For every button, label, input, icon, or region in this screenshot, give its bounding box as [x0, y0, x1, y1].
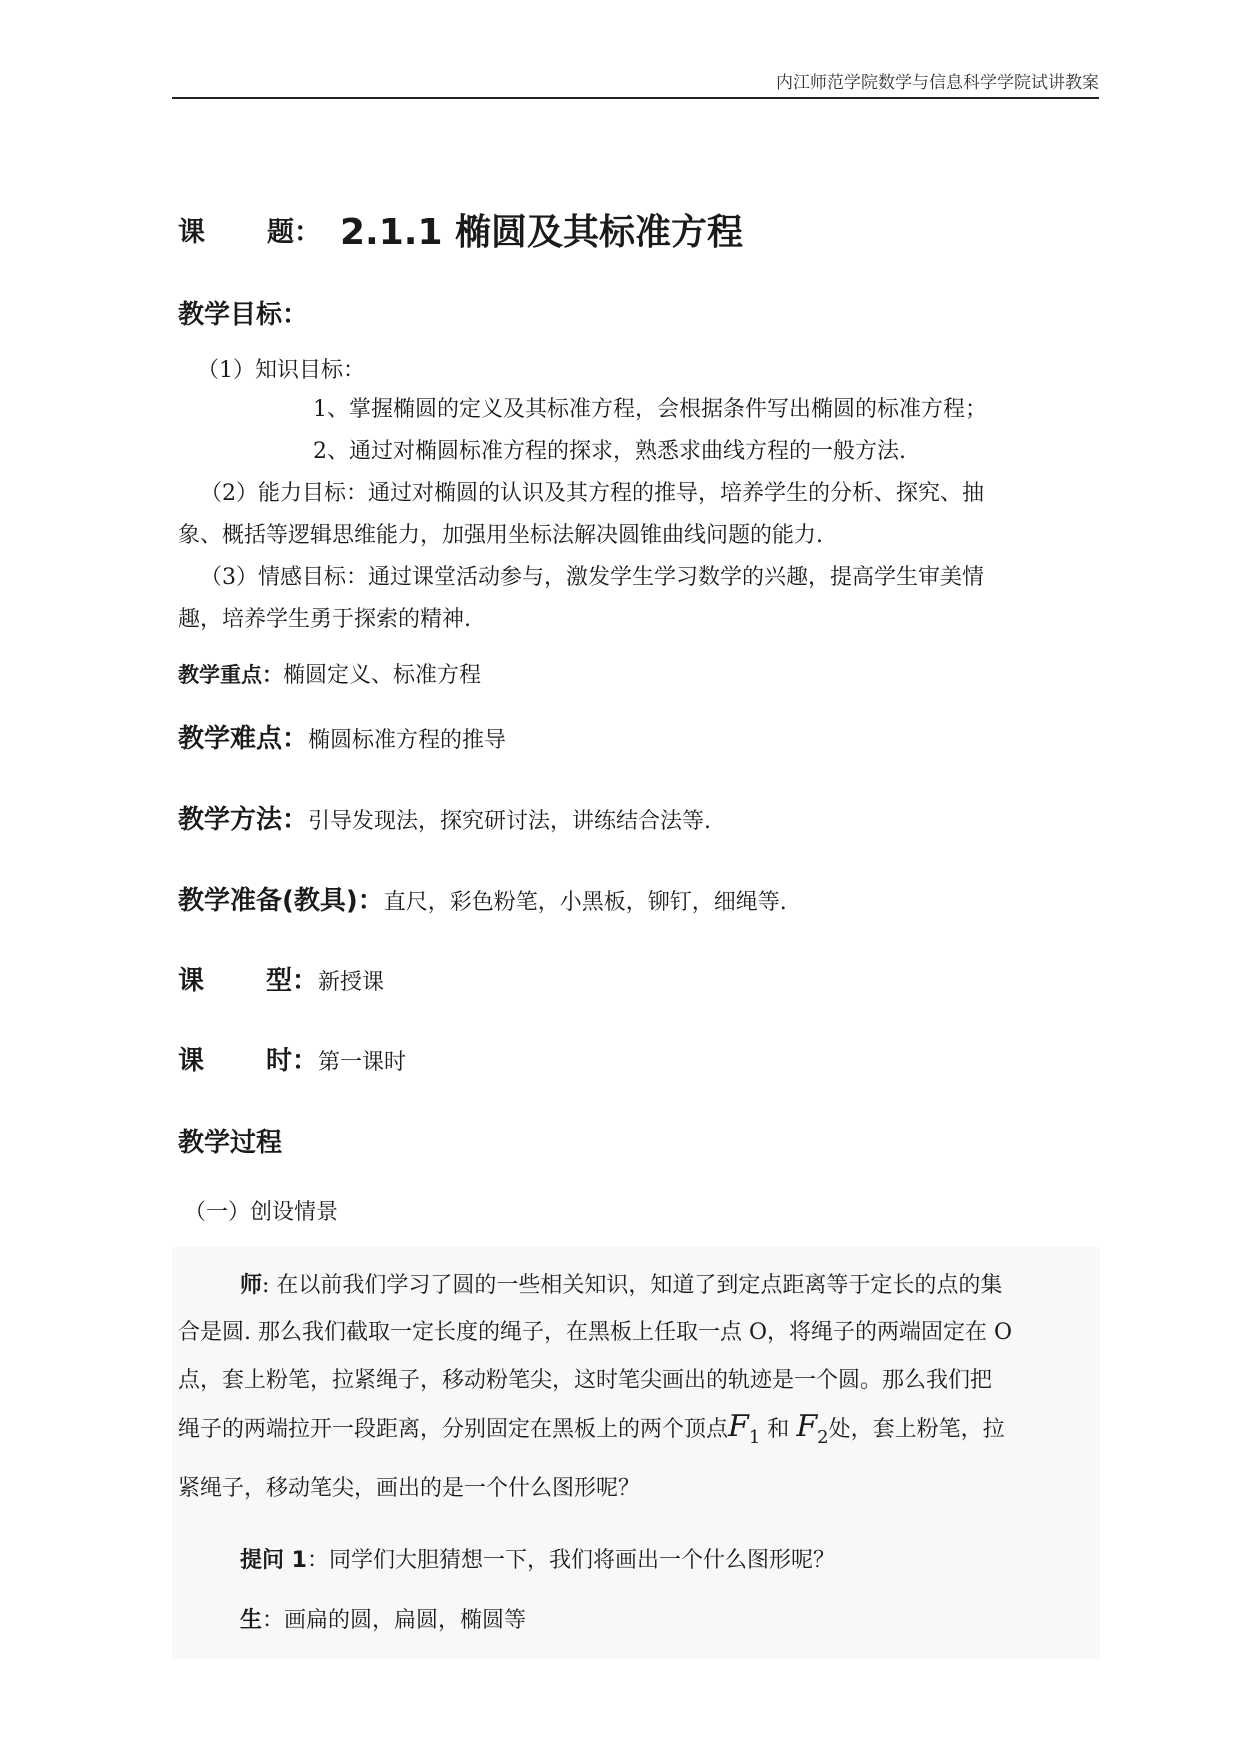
process-heading: 教学过程 [178, 1128, 283, 1158]
lesson-type-value: 新授课 [318, 970, 385, 995]
title-label [178, 210, 321, 249]
teacher-line [178, 1409, 1005, 1448]
key-point-label: 教学重点： [178, 663, 283, 687]
f2-subscript: 2 [817, 1427, 829, 1448]
teacher-text: 处，套上粉笔，拉 [828, 1417, 1005, 1442]
teacher-line [240, 1268, 1002, 1299]
key-point-value: 椭圆定义、标准方程 [283, 663, 482, 688]
goals-heading: 教学目标： [178, 300, 309, 330]
lesson-type-label-part2: 型： [266, 966, 319, 996]
lesson-hours-row [178, 1040, 406, 1077]
key-point-row [178, 658, 481, 689]
prep-value: 直尺，彩色粉笔，小黑板，铆钉，细绳等. [383, 890, 787, 915]
teacher-text: : 在以前我们学习了圆的一些相关知识，知道了到定点距离等于定长的点的集 [262, 1273, 1003, 1298]
knowledge-goal-item: 2、通过对椭圆标准方程的探求，熟悉求曲线方程的一般方法. [313, 439, 906, 464]
lesson-hours-label-part1: 课 [178, 1046, 205, 1076]
f1-symbol [728, 1409, 761, 1448]
question-line [240, 1543, 835, 1574]
knowledge-goal-heading: （1）知识目标： [197, 358, 365, 383]
ability-goal-line: 象、概括等逻辑思维能力，加强用坐标法解决圆锥曲线问题的能力. [178, 523, 823, 548]
title-label-part2: 题： [267, 217, 321, 248]
teacher-label: 师 [240, 1273, 263, 1298]
emotion-goal-line: （3）情感目标：通过课堂活动参与，激发学生学习数学的兴趣，提高学生审美情 [200, 565, 984, 590]
process-section-title: （一）创设情景 [184, 1200, 339, 1225]
difficulty-value: 椭圆标准方程的推导 [308, 728, 507, 753]
method-label: 教学方法： [178, 805, 309, 835]
and-text: 和 [767, 1417, 790, 1442]
title-label-part1: 课 [178, 217, 205, 248]
teacher-text: 绳子的两端拉开一段距离，分别固定在黑板上的两个顶点 [178, 1417, 729, 1442]
header-rule [172, 97, 1099, 99]
difficulty-row [178, 718, 506, 755]
dialogue-panel [172, 1247, 1100, 1659]
lesson-hours-value: 第一课时 [318, 1050, 407, 1075]
f2-letter: F [796, 1409, 818, 1444]
method-row [178, 799, 711, 836]
difficulty-label: 教学难点： [178, 724, 309, 754]
lesson-title: 2.1.1 椭圆及其标准方程 [340, 212, 744, 253]
teacher-line: 合是圆. 那么我们截取一定长度的绳子，在黑板上任取一点 O，将绳子的两端固定在 O [178, 1320, 1013, 1345]
prep-label: 教学准备(教具)： [178, 886, 384, 916]
prep-row [178, 880, 787, 917]
teacher-line: 点，套上粉笔，拉紧绳子，移动粉笔尖，这时笔尖画出的轨迹是一个圆。那么我们把 [178, 1368, 993, 1393]
method-value: 引导发现法，探究研讨法，讲练结合法等. [308, 809, 712, 834]
student-line [240, 1603, 526, 1634]
teacher-line: 紧绳子，移动笔尖，画出的是一个什么图形呢？ [178, 1476, 641, 1501]
f1-letter: F [728, 1409, 749, 1444]
question-text: ：同学们大胆猜想一下，我们将画出一个什么图形呢？ [306, 1548, 835, 1573]
lesson-type-row [178, 960, 384, 997]
student-text: ：画扁的圆，扁圆，椭圆等 [262, 1608, 527, 1633]
ability-goal-line: （2）能力目标：通过对椭圆的认识及其方程的推导，培养学生的分析、探究、抽 [200, 481, 984, 506]
question-label: 提问 1 [240, 1548, 307, 1573]
lesson-hours-label-part2: 时： [266, 1046, 319, 1076]
f2-symbol [796, 1409, 829, 1448]
f1-subscript: 1 [748, 1427, 761, 1448]
lesson-type-label-part1: 课 [178, 966, 205, 996]
student-label: 生 [240, 1608, 263, 1633]
page-header: 内江师范学院数学与信息科学学院试讲教案 [776, 73, 1099, 93]
knowledge-goal-item: 1、掌握椭圆的定义及其标准方程，会根据条件写出椭圆的标准方程； [313, 397, 987, 422]
emotion-goal-line: 趣，培养学生勇于探索的精神. [178, 607, 471, 632]
